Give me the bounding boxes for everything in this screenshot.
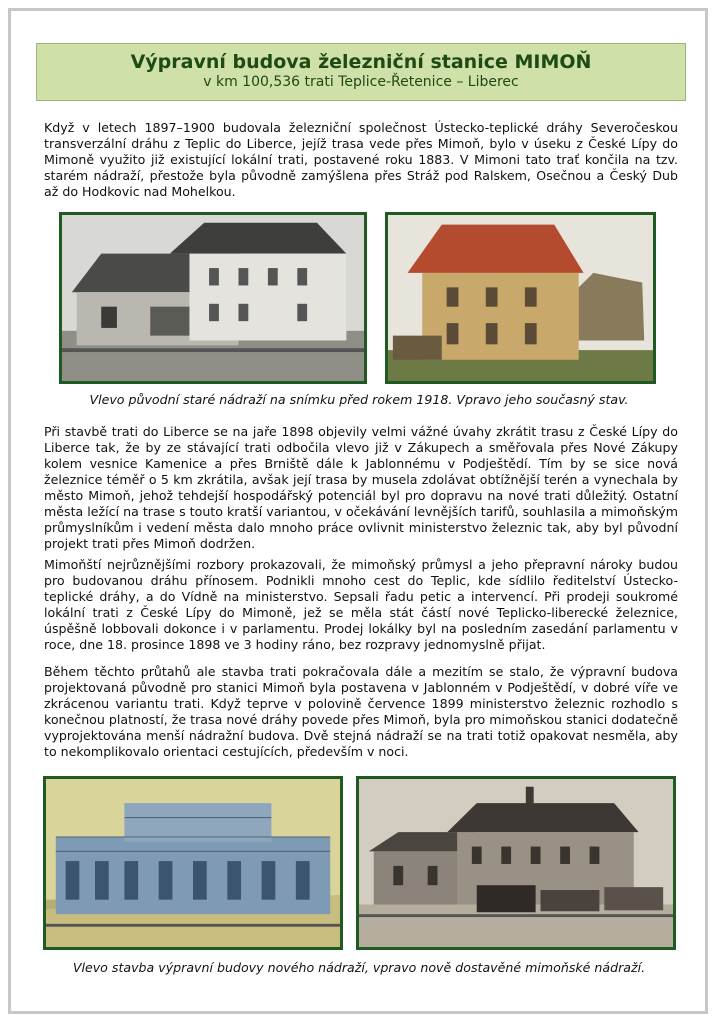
paragraph-intro: Když v letech 1897–1900 budovala železniční společnost Ústecko-teplické dráhy Severočeskou transverzální dráhu z Teplic do Liberce, jejíž trasa vede přes Mimoň, bylo v úseku z České Lípy do Mimoně využito již existující lokální trati, postavené roku 1883. V Mimoni tato trať končila na tzv. starém nádraží, přestože byla původně zamýšlena přes Stráž pod Ralskem, Osečnou a Český Dub až do Hodkovic nad Mohelkou. <box>44 120 678 199</box>
paragraph-lobbying: Mimoňští nejrůznějšími rozbory prokazovali, že mimoňský průmysl a jeho přepravní nároky budou pro budovanou dráhu přínosem. Podnikli mnoho cest do Teplic, kde sídlilo ředitelství Ústecko-teplické dráhy, a do Vídně na ministerstvo. Sepsali řadu petic a intervencí. Při prodeji soukromé lokální trati z České Lípy do Mimoně, jež se měla stát částí nové Teplicko-liberecké železnice, úspěšně lobbovali dokonce i v parlamentu. Prodej lokálky byl na posledním zasedání parlamentu v roce, dne 18. prosince 1898 ve 3 hodiny ráno, bez rozpravy jednomyslně přijat. <box>44 557 678 652</box>
title-banner <box>36 43 686 101</box>
photo-new-station-completed <box>356 776 676 950</box>
photo-old-station-bw <box>59 212 367 384</box>
page-title: Výpravní budova železniční stanice MIMOŇ <box>130 51 592 73</box>
photo-new-station-construction <box>43 776 343 950</box>
caption-top-photos: Vlevo původní staré nádraží na snímku před rokem 1918. Vpravo jeho současný stav. <box>89 392 629 407</box>
photo-old-station-current <box>385 212 656 384</box>
paragraph-route-debate: Při stavbě trati do Liberce se na jaře 1898 objevily velmi vážné úvahy zkrátit trasu z České Lípy do Liberce tak, že by ze stávající trati odbočila vlevo již v Zákupech a směřovala přes Nové Zákupy kolem vesnice Kamenice a přes Brniště dále k Jablonnému v Podještědí. Tím by se sice nová železnice téměř o 5 km zkrátila, avšak její trasa by musela zdolávat obtížnější terén a vynechala by město Mimoň, jehož tehdejší hospodářský potenciál byl pro dopravu na nové trati důležitý. Ostatní města ležící na trase s touto kratší variantou, v očekávání levnějších tarifů, souhlasila a mimoňským průmyslníkům i vedení města dalo mnoho práce ovlivnit ministerstvo železnic tak, aby byl původní projekt trati přes Mimoň dodržen. <box>44 424 678 551</box>
page-subtitle: v km 100,536 trati Teplice-Řetenice – Liberec <box>203 74 519 90</box>
caption-bottom-photos: Vlevo stavba výpravní budovy nového nádraží, vpravo nově dostavěné mimoňské nádraží. <box>72 960 646 975</box>
paragraph-construction: Během těchto průtahů ale stavba trati pokračovala dále a mezitím se stalo, že výpravní budova projektovaná původně pro stanici Mimoň byla postavena v Jablonném v Podještědí, v dobré víře ve zkrácenou variantu trati. Když teprve v polovině července 1899 ministerstvo železnic rozhodlo s konečnou platností, že trasa nové dráhy povede přes Mimoň, byla pro mimoňskou stanici dodatečně vyprojektována menší nádražní budova. Dvě stejná nádraží se na trati totiž opakovat nesměla, aby to nekomplikovalo orientaci cestujících, především v noci. <box>44 664 678 759</box>
